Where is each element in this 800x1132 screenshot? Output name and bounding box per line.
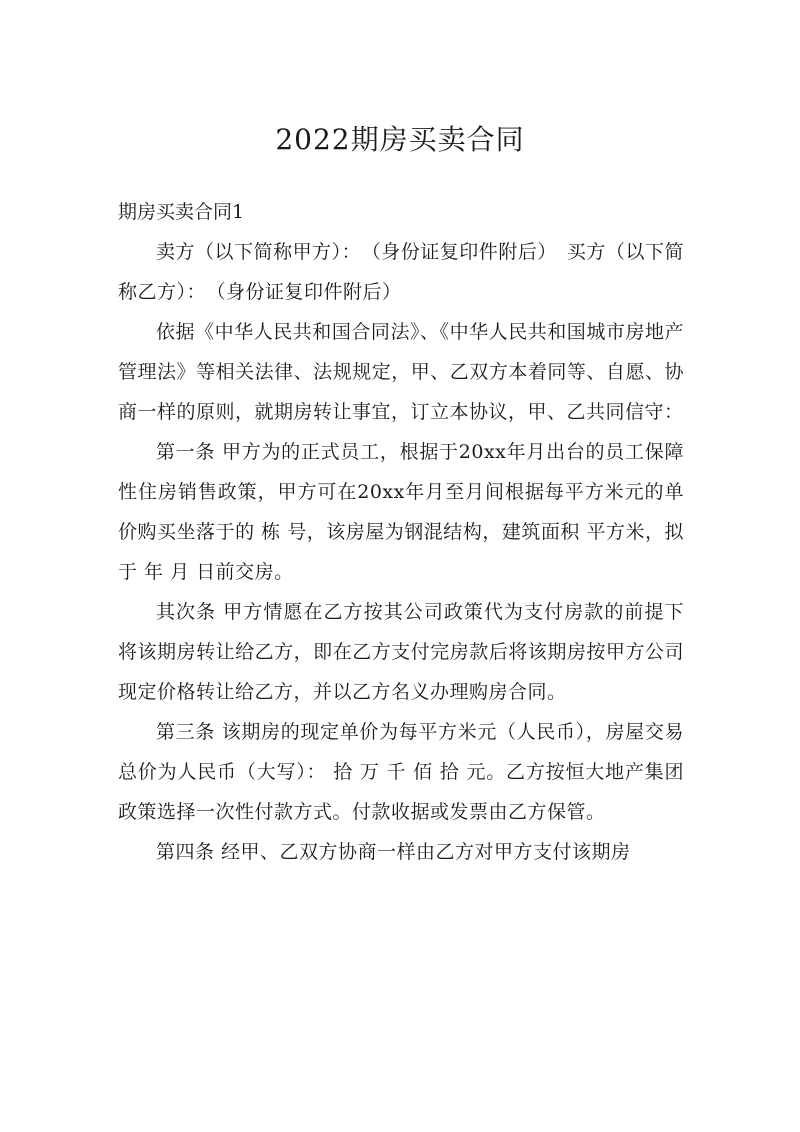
document-title: 2022期房买卖合同	[275, 123, 525, 156]
paragraph-article-2: 其次条 甲方情愿在乙方按其公司政策代为支付房款的前提下将该期房转让给乙方，即在乙方支付完房款后将该期房按甲方公司现定价格转让给乙方，并以乙方名义办理购房合同。	[118, 601, 684, 703]
paragraph-article-4: 第四条 经甲、乙双方协商一样由乙方对甲方支付该期房	[156, 841, 631, 863]
document-body	[118, 192, 684, 872]
paragraph-parties: 卖方（以下简称甲方）： （身份证复印件附后） 买方（以下简称乙方）： （身份证复印件附后）	[118, 241, 684, 303]
paragraph-article-3: 第三条 该期房的现定单价为每平方米元（人民币），房屋交易总价为人民币（大写）： 拾 万 千 佰 拾 元。乙方按恒大地产集团政策选择一次性付款方式。付款收据或发票由乙方保管。	[118, 721, 684, 823]
paragraph-article-1: 第一条 甲方为的正式员工，根据于20xx年月出台的员工保障性住房销售政策，甲方可在20xx年月至月间根据每平方米元的单价购买坐落于的 栋 号，该房屋为钢混结构，建筑面积 平方米，拟于 年 月 日前交房。	[118, 441, 684, 583]
paragraph-legal-basis: 依据《中华人民共和国合同法》、《中华人民共和国城市房地产管理法》等相关法律、法规规定，甲、乙双方本着同等、自愿、协商一样的原则，就期房转让事宜，订立本协议，甲、乙共同信守：	[118, 321, 684, 423]
section-subtitle: 期房买卖合同1	[118, 201, 245, 223]
